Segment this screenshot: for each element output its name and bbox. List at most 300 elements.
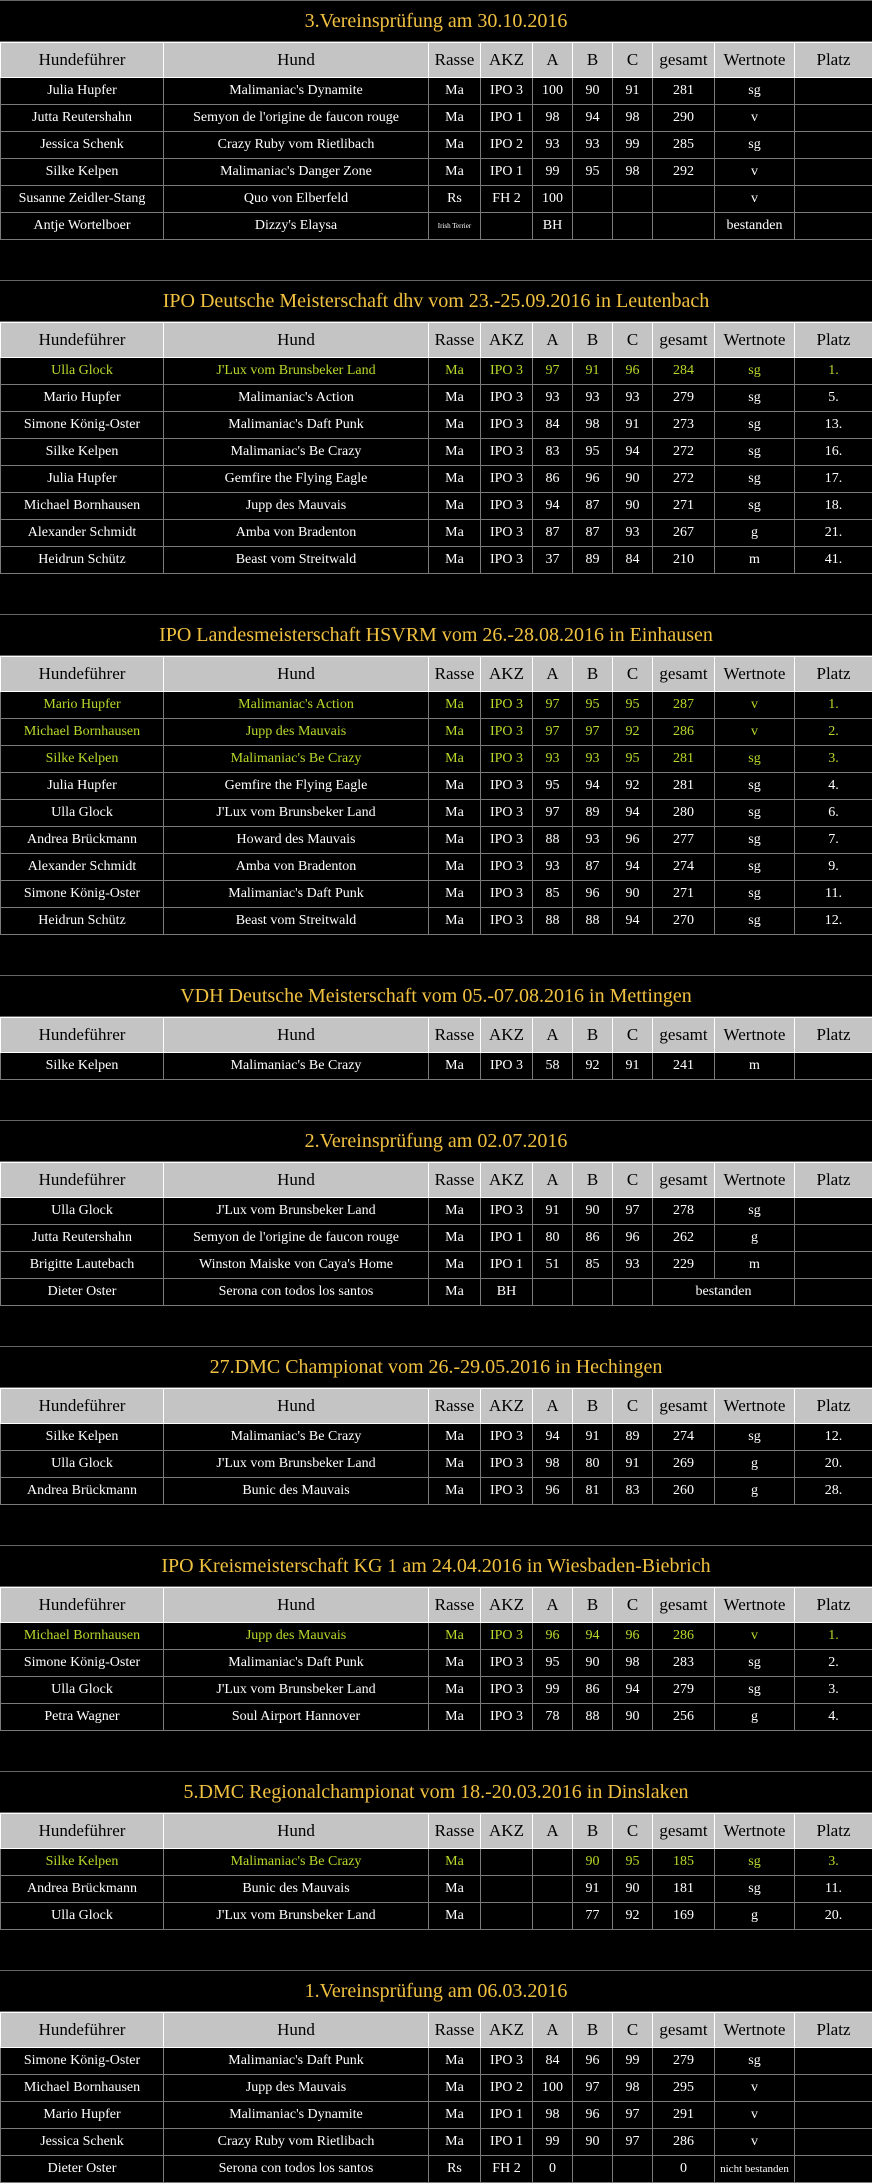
section-title: 2.Vereinsprüfung am 02.07.2016 [0, 1120, 872, 1162]
column-header-grade: Wertnote [715, 43, 795, 78]
column-header-score-c: C [613, 323, 653, 358]
cell-score-c: 91 [613, 78, 653, 105]
cell-dog: Malimaniac's Be Crazy [164, 1424, 429, 1451]
column-header-total: gesamt [653, 1588, 715, 1623]
cell-handler: Silke Kelpen [1, 1424, 164, 1451]
cell-handler: Dieter Oster [1, 2156, 164, 2183]
cell-akz: IPO 3 [481, 1704, 533, 1731]
table-row [1, 1677, 872, 1704]
cell-place [795, 2129, 872, 2156]
cell-score-a: 88 [533, 908, 573, 935]
results-table [0, 1813, 872, 1930]
cell-breed: Ma [429, 1053, 481, 1080]
cell-handler: Jessica Schenk [1, 132, 164, 159]
column-header-score-a: A [533, 1163, 573, 1198]
cell-akz: IPO 3 [481, 908, 533, 935]
column-header-breed: Rasse [429, 2013, 481, 2048]
cell-score-b: 93 [573, 132, 613, 159]
cell-breed: Ma [429, 520, 481, 547]
cell-score-a: 88 [533, 827, 573, 854]
cell-score-c: 90 [613, 881, 653, 908]
cell-handler: Ulla Glock [1, 1198, 164, 1225]
section-spacer [0, 574, 872, 614]
cell-dog: Malimaniac's Be Crazy [164, 746, 429, 773]
cell-grade: sg [715, 1876, 795, 1903]
column-header-total: gesamt [653, 1163, 715, 1198]
cell-handler: Mario Hupfer [1, 692, 164, 719]
cell-grade: v [715, 719, 795, 746]
cell-score-b: 86 [573, 1225, 613, 1252]
cell-score-c: 98 [613, 2075, 653, 2102]
cell-akz [481, 1903, 533, 1930]
column-header-dog: Hund [164, 1389, 429, 1424]
cell-handler: Ulla Glock [1, 800, 164, 827]
results-table [0, 42, 872, 240]
cell-score-a: 94 [533, 493, 573, 520]
table-row [1, 1849, 872, 1876]
column-header-score-b: B [573, 1389, 613, 1424]
cell-dog: J'Lux vom Brunsbeker Land [164, 1198, 429, 1225]
cell-score-b: 81 [573, 1478, 613, 1505]
section-spacer [0, 1080, 872, 1120]
cell-score-c: 96 [613, 827, 653, 854]
column-header-breed: Rasse [429, 1588, 481, 1623]
cell-breed: Ma [429, 1903, 481, 1930]
cell-total: 260 [653, 1478, 715, 1505]
cell-place [795, 186, 872, 213]
cell-breed: Ma [429, 1677, 481, 1704]
cell-grade: sg [715, 746, 795, 773]
header-row [1, 43, 872, 78]
cell-grade: sg [715, 439, 795, 466]
cell-score-c: 93 [613, 385, 653, 412]
header-row [1, 2013, 872, 2048]
cell-handler: Petra Wagner [1, 1704, 164, 1731]
cell-grade: sg [715, 2048, 795, 2075]
cell-handler: Heidrun Schütz [1, 908, 164, 935]
cell-dog: Malimaniac's Daft Punk [164, 881, 429, 908]
column-header-total: gesamt [653, 1389, 715, 1424]
cell-handler: Silke Kelpen [1, 439, 164, 466]
cell-score-c: 94 [613, 800, 653, 827]
cell-score-b: 98 [573, 412, 613, 439]
header-row [1, 1588, 872, 1623]
cell-dog: Malimaniac's Be Crazy [164, 1849, 429, 1876]
cell-akz: IPO 3 [481, 439, 533, 466]
table-row [1, 186, 872, 213]
section-title: 27.DMC Championat vom 26.-29.05.2016 in Hechingen [0, 1346, 872, 1388]
cell-score-b: 95 [573, 692, 613, 719]
cell-handler: Dieter Oster [1, 1279, 164, 1306]
cell-score-c: 92 [613, 1903, 653, 1930]
cell-score-b [573, 2156, 613, 2183]
cell-breed: Ma [429, 1650, 481, 1677]
cell-breed: Ma [429, 1198, 481, 1225]
cell-akz: IPO 3 [481, 827, 533, 854]
column-header-handler: Hundeführer [1, 1389, 164, 1424]
column-header-dog: Hund [164, 657, 429, 692]
cell-dog: Jupp des Mauvais [164, 2075, 429, 2102]
cell-grade: g [715, 1451, 795, 1478]
cell-score-b [573, 1279, 613, 1306]
cell-total: 285 [653, 132, 715, 159]
cell-score-a: 91 [533, 1198, 573, 1225]
cell-score-b: 95 [573, 159, 613, 186]
table-row [1, 159, 872, 186]
cell-akz: IPO 3 [481, 719, 533, 746]
cell-score-b: 94 [573, 105, 613, 132]
table-row [1, 439, 872, 466]
cell-total: 270 [653, 908, 715, 935]
column-header-place: Platz [795, 657, 872, 692]
cell-place [795, 159, 872, 186]
cell-handler: Jessica Schenk [1, 2129, 164, 2156]
header-row [1, 657, 872, 692]
cell-score-a: 98 [533, 2102, 573, 2129]
column-header-dog: Hund [164, 2013, 429, 2048]
cell-score-c: 83 [613, 1478, 653, 1505]
cell-score-b: 89 [573, 547, 613, 574]
cell-grade: sg [715, 412, 795, 439]
cell-total: 256 [653, 1704, 715, 1731]
cell-score-b: 90 [573, 1849, 613, 1876]
cell-score-a: 96 [533, 1478, 573, 1505]
cell-handler: Alexander Schmidt [1, 854, 164, 881]
cell-handler: Ulla Glock [1, 358, 164, 385]
cell-breed: Ma [429, 827, 481, 854]
column-header-score-a: A [533, 657, 573, 692]
cell-akz: FH 2 [481, 2156, 533, 2183]
table-row [1, 746, 872, 773]
cell-akz: IPO 3 [481, 746, 533, 773]
cell-score-a: 95 [533, 773, 573, 800]
cell-place [795, 2156, 872, 2183]
cell-breed: Ma [429, 159, 481, 186]
cell-score-b: 95 [573, 439, 613, 466]
cell-akz: IPO 3 [481, 773, 533, 800]
cell-dog: J'Lux vom Brunsbeker Land [164, 358, 429, 385]
cell-score-a: 95 [533, 1650, 573, 1677]
column-header-score-b: B [573, 1163, 613, 1198]
cell-handler: Mario Hupfer [1, 385, 164, 412]
cell-total: 279 [653, 1677, 715, 1704]
cell-grade: sg [715, 854, 795, 881]
cell-akz: IPO 3 [481, 78, 533, 105]
column-header-place: Platz [795, 323, 872, 358]
cell-handler: Jutta Reutershahn [1, 105, 164, 132]
results-section [0, 1771, 872, 1930]
cell-grade: g [715, 520, 795, 547]
cell-dog: Amba von Bradenton [164, 520, 429, 547]
cell-place: 21. [795, 520, 872, 547]
cell-score-c: 91 [613, 412, 653, 439]
cell-score-c: 96 [613, 1623, 653, 1650]
column-header-breed: Rasse [429, 657, 481, 692]
table-row [1, 1279, 872, 1306]
cell-breed: Ma [429, 773, 481, 800]
column-header-score-c: C [613, 1588, 653, 1623]
table-row [1, 105, 872, 132]
cell-score-a: 93 [533, 385, 573, 412]
cell-grade: bestanden [715, 213, 795, 240]
cell-place: 12. [795, 1424, 872, 1451]
cell-score-a: 93 [533, 746, 573, 773]
section-spacer [0, 1306, 872, 1346]
cell-place [795, 78, 872, 105]
cell-dog: Semyon de l'origine de faucon rouge [164, 1225, 429, 1252]
header-row [1, 1814, 872, 1849]
column-header-breed: Rasse [429, 1814, 481, 1849]
cell-place: 1. [795, 692, 872, 719]
cell-score-a: 100 [533, 186, 573, 213]
cell-breed: Ma [429, 385, 481, 412]
cell-place: 16. [795, 439, 872, 466]
cell-akz: IPO 1 [481, 2129, 533, 2156]
table-row [1, 1053, 872, 1080]
cell-dog: Beast vom Streitwald [164, 908, 429, 935]
table-row [1, 412, 872, 439]
section-title: IPO Kreismeisterschaft KG 1 am 24.04.2016 in Wiesbaden-Biebrich [0, 1545, 872, 1587]
cell-dog: Howard des Mauvais [164, 827, 429, 854]
results-section [0, 1346, 872, 1505]
cell-place: 17. [795, 466, 872, 493]
column-header-grade: Wertnote [715, 1163, 795, 1198]
results-section [0, 280, 872, 574]
cell-total: 272 [653, 439, 715, 466]
cell-breed: Ma [429, 493, 481, 520]
column-header-dog: Hund [164, 1588, 429, 1623]
cell-total: 274 [653, 854, 715, 881]
cell-score-a: 100 [533, 78, 573, 105]
cell-breed: Ma [429, 2075, 481, 2102]
cell-score-c: 97 [613, 2102, 653, 2129]
cell-handler: Michael Bornhausen [1, 1623, 164, 1650]
cell-score-c: 90 [613, 1876, 653, 1903]
cell-dog: Jupp des Mauvais [164, 719, 429, 746]
cell-total: 287 [653, 692, 715, 719]
cell-akz: IPO 3 [481, 1650, 533, 1677]
cell-total [653, 213, 715, 240]
column-header-place: Platz [795, 1163, 872, 1198]
cell-akz: IPO 3 [481, 692, 533, 719]
cell-handler: Silke Kelpen [1, 746, 164, 773]
cell-breed: Rs [429, 2156, 481, 2183]
table-row [1, 466, 872, 493]
section-title: IPO Landesmeisterschaft HSVRM vom 26.-28.08.2016 in Einhausen [0, 614, 872, 656]
cell-akz: IPO 3 [481, 1478, 533, 1505]
section-spacer [0, 240, 872, 280]
cell-total: 0 [653, 2156, 715, 2183]
cell-score-b: 96 [573, 881, 613, 908]
cell-score-a: 85 [533, 881, 573, 908]
cell-grade: bestanden [653, 1279, 795, 1306]
cell-place [795, 1252, 872, 1279]
cell-place: 3. [795, 746, 872, 773]
cell-total: 169 [653, 1903, 715, 1930]
column-header-score-c: C [613, 1163, 653, 1198]
table-row [1, 827, 872, 854]
cell-dog: J'Lux vom Brunsbeker Land [164, 1451, 429, 1478]
cell-score-c [613, 1279, 653, 1306]
cell-total: 181 [653, 1876, 715, 1903]
header-row [1, 1389, 872, 1424]
cell-grade: m [715, 1252, 795, 1279]
table-row [1, 719, 872, 746]
cell-score-a: 97 [533, 358, 573, 385]
cell-total: 271 [653, 881, 715, 908]
column-header-score-b: B [573, 657, 613, 692]
cell-dog: J'Lux vom Brunsbeker Land [164, 1677, 429, 1704]
cell-dog: Malimaniac's Danger Zone [164, 159, 429, 186]
column-header-place: Platz [795, 1389, 872, 1424]
table-row [1, 2156, 872, 2183]
cell-score-b: 85 [573, 1252, 613, 1279]
section-title: 5.DMC Regionalchampionat vom 18.-20.03.2016 in Dinslaken [0, 1771, 872, 1813]
cell-dog: Soul Airport Hannover [164, 1704, 429, 1731]
column-header-handler: Hundeführer [1, 43, 164, 78]
results-table [0, 1162, 872, 1306]
cell-place: 5. [795, 385, 872, 412]
cell-handler: Jutta Reutershahn [1, 1225, 164, 1252]
cell-dog: Malimaniac's Action [164, 385, 429, 412]
cell-breed: Ma [429, 466, 481, 493]
results-table [0, 2012, 872, 2183]
cell-total: 269 [653, 1451, 715, 1478]
cell-place: 3. [795, 1849, 872, 1876]
cell-score-c: 95 [613, 1849, 653, 1876]
table-row [1, 800, 872, 827]
table-row [1, 1451, 872, 1478]
cell-place [795, 213, 872, 240]
cell-score-b: 87 [573, 520, 613, 547]
cell-breed: Ma [429, 439, 481, 466]
table-row [1, 908, 872, 935]
column-header-handler: Hundeführer [1, 1814, 164, 1849]
column-header-score-b: B [573, 323, 613, 358]
cell-breed: Ma [429, 1225, 481, 1252]
cell-score-a [533, 1903, 573, 1930]
cell-handler: Heidrun Schütz [1, 547, 164, 574]
cell-score-b: 90 [573, 1650, 613, 1677]
cell-score-c: 84 [613, 547, 653, 574]
cell-score-a: 86 [533, 466, 573, 493]
cell-place: 12. [795, 908, 872, 935]
cell-place [795, 1225, 872, 1252]
cell-score-c: 95 [613, 692, 653, 719]
cell-score-c: 98 [613, 105, 653, 132]
column-header-dog: Hund [164, 1163, 429, 1198]
cell-total: 295 [653, 2075, 715, 2102]
table-row [1, 358, 872, 385]
cell-breed: Ma [429, 854, 481, 881]
cell-dog: Beast vom Streitwald [164, 547, 429, 574]
cell-score-a: 37 [533, 547, 573, 574]
table-row [1, 1225, 872, 1252]
cell-score-c: 94 [613, 439, 653, 466]
column-header-akz: AKZ [481, 1814, 533, 1849]
cell-dog: Winston Maiske von Caya's Home [164, 1252, 429, 1279]
column-header-akz: AKZ [481, 43, 533, 78]
table-row [1, 78, 872, 105]
cell-grade: sg [715, 908, 795, 935]
cell-score-a: 94 [533, 1424, 573, 1451]
cell-score-b: 88 [573, 908, 613, 935]
cell-grade: sg [715, 385, 795, 412]
cell-akz: FH 2 [481, 186, 533, 213]
cell-dog: Serona con todos los santos [164, 1279, 429, 1306]
cell-score-a: 83 [533, 439, 573, 466]
results-table [0, 1587, 872, 1731]
cell-place: 6. [795, 800, 872, 827]
cell-handler: Ulla Glock [1, 1451, 164, 1478]
column-header-breed: Rasse [429, 1018, 481, 1053]
cell-place [795, 1198, 872, 1225]
cell-score-c: 90 [613, 493, 653, 520]
table-row [1, 1623, 872, 1650]
section-title: 3.Vereinsprüfung am 30.10.2016 [0, 0, 872, 42]
column-header-akz: AKZ [481, 1588, 533, 1623]
cell-score-a: 97 [533, 692, 573, 719]
cell-score-c: 89 [613, 1424, 653, 1451]
cell-total: 280 [653, 800, 715, 827]
cell-breed: Ma [429, 2129, 481, 2156]
column-header-score-a: A [533, 1389, 573, 1424]
cell-dog: Gemfire the Flying Eagle [164, 466, 429, 493]
header-row [1, 1018, 872, 1053]
cell-handler: Andrea Brückmann [1, 1478, 164, 1505]
cell-score-b: 91 [573, 358, 613, 385]
results-section [0, 975, 872, 1080]
cell-score-c: 91 [613, 1053, 653, 1080]
cell-handler: Mario Hupfer [1, 2102, 164, 2129]
cell-akz: IPO 3 [481, 412, 533, 439]
column-header-akz: AKZ [481, 2013, 533, 2048]
cell-score-a: 96 [533, 1623, 573, 1650]
cell-grade: v [715, 2102, 795, 2129]
cell-akz: IPO 3 [481, 800, 533, 827]
table-row [1, 692, 872, 719]
table-row [1, 1252, 872, 1279]
cell-breed: Ma [429, 1876, 481, 1903]
cell-place: 11. [795, 1876, 872, 1903]
cell-akz: IPO 3 [481, 854, 533, 881]
cell-akz [481, 1876, 533, 1903]
cell-handler: Michael Bornhausen [1, 493, 164, 520]
table-row [1, 1903, 872, 1930]
cell-score-c: 90 [613, 466, 653, 493]
column-header-akz: AKZ [481, 1389, 533, 1424]
column-header-score-a: A [533, 1588, 573, 1623]
column-header-akz: AKZ [481, 1018, 533, 1053]
results-section [0, 1120, 872, 1306]
cell-place: 4. [795, 1704, 872, 1731]
cell-total: 284 [653, 358, 715, 385]
results-section [0, 1970, 872, 2183]
cell-score-a: 93 [533, 854, 573, 881]
cell-score-a: 58 [533, 1053, 573, 1080]
cell-place: 1. [795, 1623, 872, 1650]
header-row [1, 1163, 872, 1198]
section-title: VDH Deutsche Meisterschaft vom 05.-07.08.2016 in Mettingen [0, 975, 872, 1017]
cell-total: 286 [653, 719, 715, 746]
cell-grade: sg [715, 773, 795, 800]
table-row [1, 2075, 872, 2102]
cell-handler: Brigitte Lautebach [1, 1252, 164, 1279]
cell-total: 283 [653, 1650, 715, 1677]
cell-grade: sg [715, 827, 795, 854]
cell-handler: Simone König-Oster [1, 1650, 164, 1677]
column-header-total: gesamt [653, 657, 715, 692]
